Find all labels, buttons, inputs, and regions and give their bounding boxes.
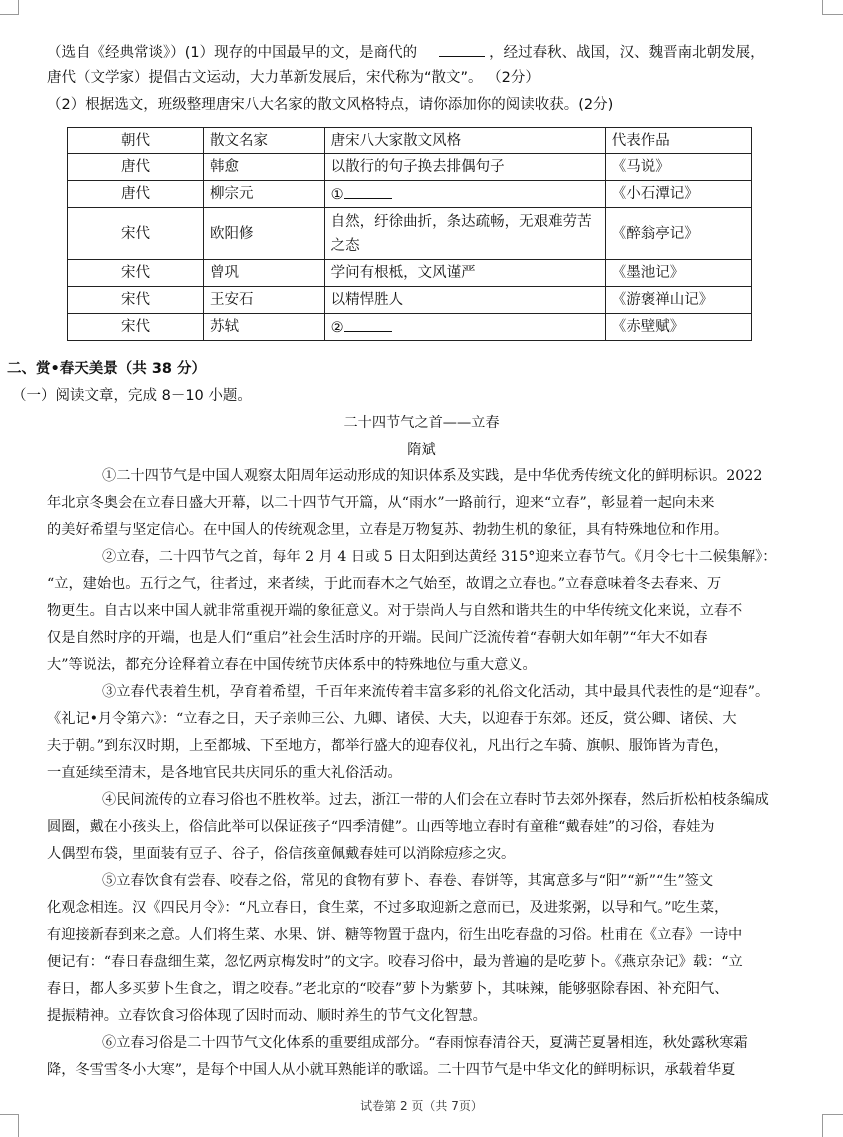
cell-author: 曾巩: [203, 260, 324, 287]
page-footer: 试卷第 2 页（共 7页）: [360, 1099, 483, 1113]
answer-blank: [439, 42, 485, 57]
cell-work: 《赤壁赋》: [605, 314, 751, 341]
article-line: ①二十四节气是中国人观察太阳周年运动形成的知识体系及实践，是中华优秀传统文化的鲜明标识。2022: [102, 468, 763, 484]
article-author: 隋斌: [407, 442, 436, 458]
cell-style: 自然，纡徐曲折，条达疏畅，无艰难劳苦之态: [324, 208, 605, 260]
cell-style: 以散行的句子换去排偶句子: [324, 154, 605, 181]
article-line: 夫于朝。”到东汉时期，上至都城、下至地方，都举行盛大的迎春仪礼，凡出行之车骑、旗帜、服饰皆为青色，: [47, 738, 729, 754]
intro-line-1-start: （选自《经典常谈》）(1）现存的中国最早的文，是商代的: [47, 45, 418, 61]
cell-dynasty: 宋代: [68, 260, 204, 287]
blank-number-1: ①: [330, 186, 344, 203]
article-line: ⑥立春习俗是二十四节气文化体系的重要组成部分。“春雨惊春清谷天，夏满芒夏暑相连，秋处露秋寒霜: [102, 1035, 748, 1051]
cell-style: 学问有根柢，文风谨严: [324, 260, 605, 287]
table-row: [68, 314, 752, 341]
article-line: 春日，都人多买萝卜生食之，谓之咬春。”老北京的“咬春”萝卜为紫萝卜，其味辣，能够驱除春困、补充阳气、: [47, 981, 729, 997]
intro-line-1: [47, 42, 765, 62]
cell-work: 《小石潭记》: [605, 181, 751, 208]
table-row: [68, 181, 752, 208]
article-line: 化观念相连。汉《四民月令》：“凡立春日，食生菜，不过多取迎新之意而已，及进浆粥，以导和气。”吃生菜，: [47, 900, 729, 916]
answer-blank: [344, 317, 392, 332]
cell-dynasty: 宋代: [68, 314, 204, 341]
article-title: 二十四节气之首——立春: [343, 415, 500, 431]
article-line: ⑤立春饮食有尝春、咬春之俗，常见的食物有萝卜、春卷、春饼等，其寓意多与“阳”“新”“生”签文: [102, 873, 714, 889]
table-row: [68, 260, 752, 287]
cell-dynasty: 唐代: [68, 181, 204, 208]
table-row: [68, 287, 752, 314]
article-line: 年北京冬奥会在立春日盛大开幕，以二十四节气开篇，从“雨水”一路前行，迎来“立春”，彰显着一起向未来: [47, 495, 715, 511]
blank-number-2: ②: [330, 319, 344, 336]
cell-author: 王安石: [203, 287, 324, 314]
article-line: ②立春，二十四节气之首，每年 2 月 4 日或 5 日太阳到达黄经 315°迎来立春节气。《月令七十二候集解》：: [102, 549, 777, 565]
cell-author: 韩愈: [203, 154, 324, 181]
cell-style-blank-2: [324, 314, 605, 341]
table-row: [68, 154, 752, 181]
intro-line-1-end: ，经过春秋、战国，汉、魏晋南北朝发展，: [489, 45, 765, 61]
article-line: 仅是自然时序的开端，也是人们“重启”社会生活时序的开端。民间广泛流传着“春朝大如年朝”“年大不如春: [47, 630, 708, 646]
header-work: 代表作品: [605, 128, 751, 154]
cell-dynasty: 宋代: [68, 287, 204, 314]
cell-dynasty: 宋代: [68, 208, 204, 260]
cell-work: 《墨池记》: [605, 260, 751, 287]
article-line: 有迎接新春到来之意。人们将生菜、水果、饼、糖等物置于盘内，衍生出吃春盘的习俗。杜甫在《立春》一诗中: [47, 927, 743, 943]
section-heading: 二、赏•春天美景（共 38 分）: [7, 361, 207, 377]
article-line: 的美好希望与坚定信心。在中国人的传统观念里，立春是万物复苏、勃勃生机的象征，具有特殊地位和作用。: [47, 522, 729, 538]
article-line: 便记有：“春日春盘细生菜，忽忆两京梅发时”的文字。咬春习俗中，最为普遍的是吃萝卜。《燕京杂记》载：“立: [47, 954, 743, 970]
cell-author: 柳宗元: [203, 181, 324, 208]
cell-style: 以精悍胜人: [324, 287, 605, 314]
answer-blank: [344, 184, 392, 199]
article-line: 物更生。自古以来中国人就非常重视开端的象征意义。对于崇尚人与自然和谐共生的中华传统文化来说，立春不: [47, 603, 743, 619]
article-line: 降，冬雪雪冬小大寒”，是每个中国人从小就耳熟能详的歌谣。二十四节气是中华文化的鲜明标识，承载着华夏: [47, 1062, 736, 1078]
section-instruction: （一）阅读文章，完成 8－10 小题。: [12, 388, 252, 404]
cell-author: 苏轼: [203, 314, 324, 341]
essay-style-table: [67, 127, 752, 341]
header-dynasty: 朝代: [68, 128, 204, 154]
cell-style-blank-1: [324, 181, 605, 208]
cell-work: 《马说》: [605, 154, 751, 181]
crop-mark-bottom-left: [0, 1114, 19, 1137]
crop-mark-bottom-right: [822, 1114, 843, 1137]
crop-mark-top-left: [0, 0, 19, 15]
table-row: [68, 208, 752, 260]
intro-line-2: 唐代（文学家）提倡古文运动，大力革新发展后，宋代称为“散文”。 （2分）: [47, 70, 540, 86]
article-line: 大”等说法，都充分诠释着立春在中国传统节庆体系中的特殊地位与重大意义。: [47, 657, 537, 673]
cell-work: 《醉翁亭记》: [605, 208, 751, 260]
article-line: 《礼记•月令第六》：“立春之日，天子亲帅三公、九卿、诸侯、大夫，以迎春于东郊。还反，赏公卿、诸侯、大: [47, 711, 737, 727]
article-line: 一直延续至清末，是各地官民共庆同乐的重大礼俗活动。: [47, 765, 402, 781]
article-line: 圆圈，戴在小孩头上，俗信此举可以保证孩子“四季清健”。山西等地立春时有童稚“戴春娃”的习俗，春娃为: [47, 819, 715, 835]
header-style: 唐宋八大家散文风格: [324, 128, 605, 154]
article-line: “立，建始也。五行之气，往者过，来者续，于此而春木之气始至，故谓之立春也。”立春意味着冬去春来、万: [47, 576, 722, 592]
article-line: 人偶型布袋，里面装有豆子、谷子，俗信孩童佩戴春娃可以消除痘疹之灾。: [47, 846, 516, 862]
table-header-row: [68, 128, 752, 154]
crop-mark-top-right: [822, 0, 843, 15]
article-line: 提振精神。立春饮食习俗体现了因时而动、顺时养生的节气文化智慧。: [47, 1008, 487, 1024]
article-line: ③立春代表着生机，孕育着希望，千百年来流传着丰富多彩的礼俗文化活动，其中最具代表性的是“迎春”。: [102, 684, 770, 700]
cell-dynasty: 唐代: [68, 154, 204, 181]
cell-author: 欧阳修: [203, 208, 324, 260]
article-line: ④民间流传的立春习俗也不胜枚举。过去，浙江一带的人们会在立春时节去郊外探春，然后折松柏枝条编成: [102, 792, 769, 808]
header-author: 散文名家: [203, 128, 324, 154]
intro-line-3: （2）根据选文，班级整理唐宋八大名家的散文风格特点，请你添加你的阅读收获。(2分): [47, 97, 614, 113]
cell-work: 《游褒禅山记》: [605, 287, 751, 314]
